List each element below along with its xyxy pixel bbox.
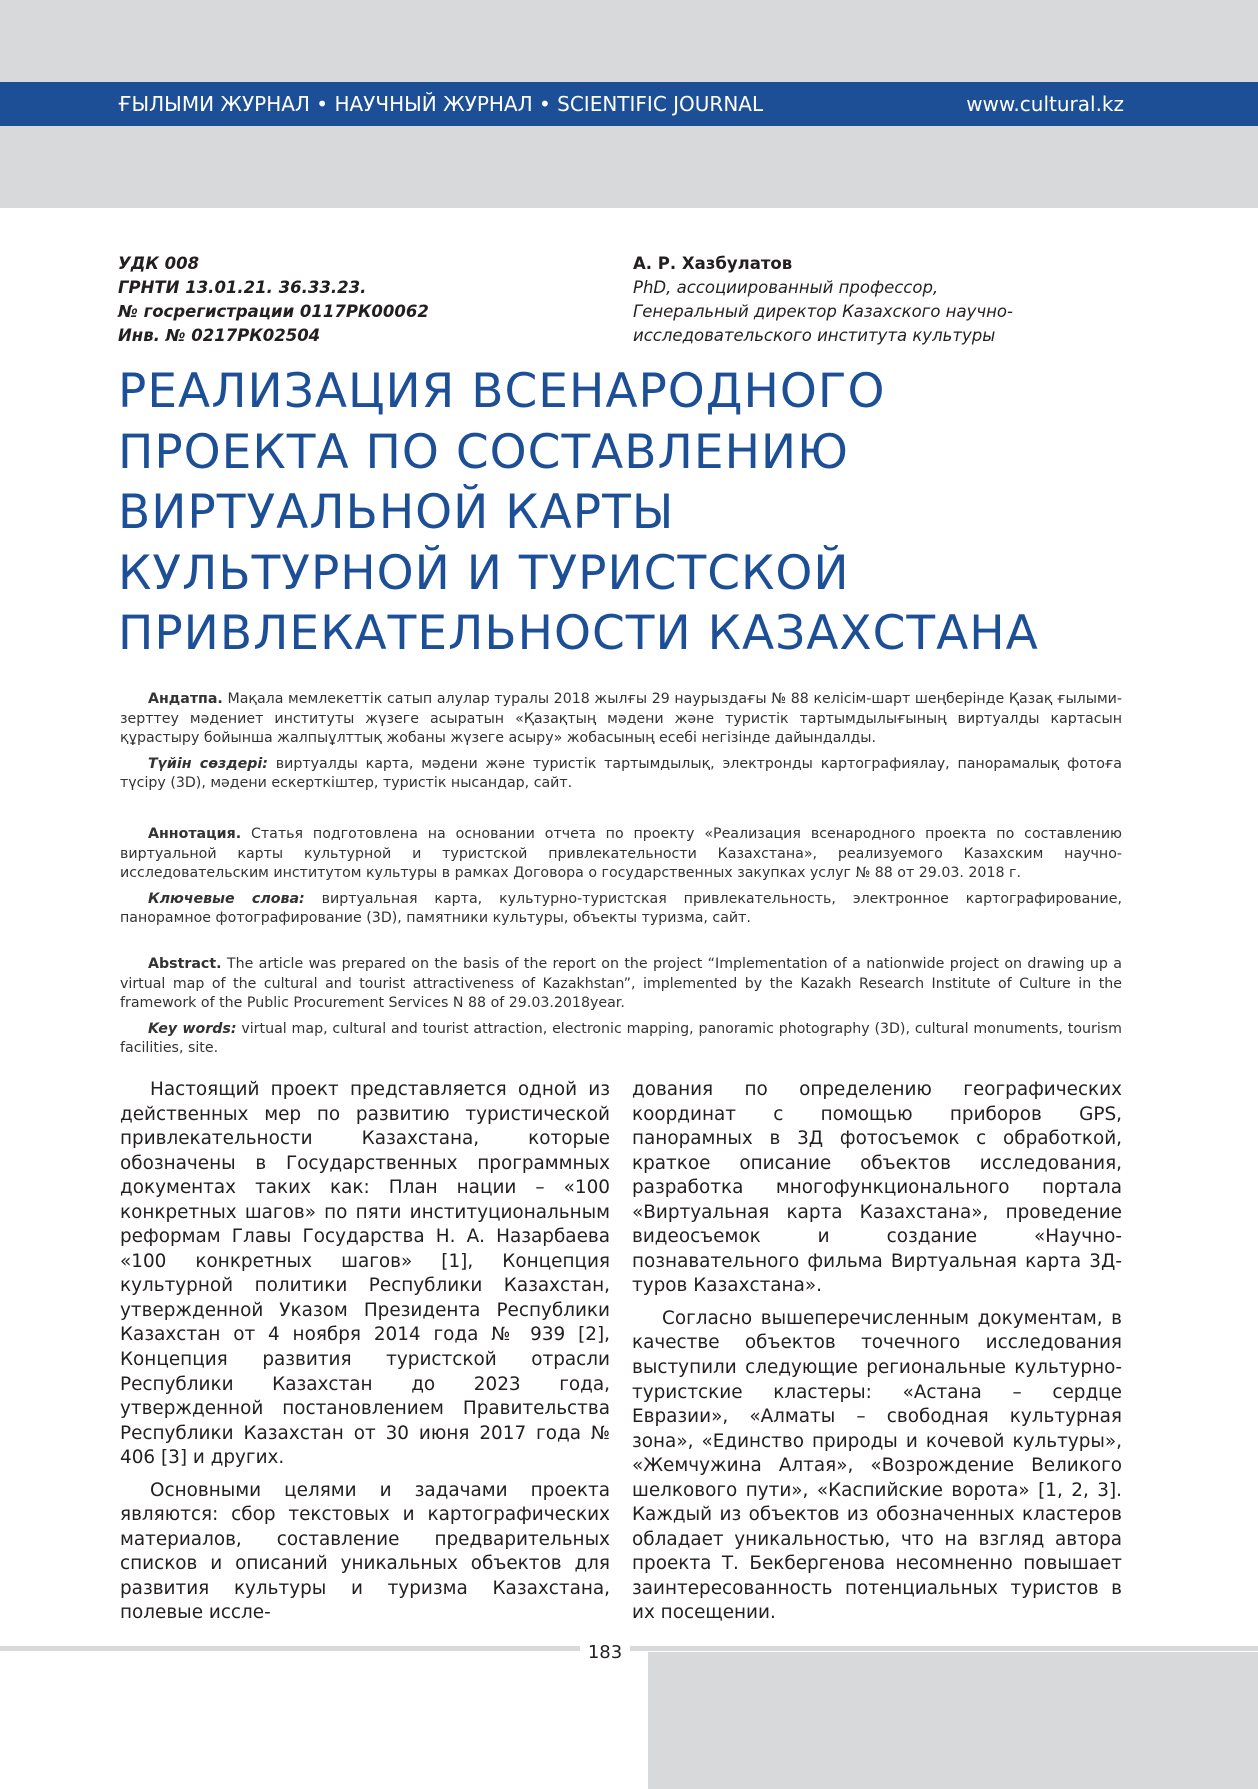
body-column-left bbox=[120, 1078, 610, 1626]
abstract-english bbox=[120, 955, 1122, 1059]
body-paragraph: дования по определению географических координат с помощью приборов GPS, панорамных в 3Д фотосъемок с обработкой, краткое описание объектов исследования, разработка многофункционального портала «Виртуальная карта Казахстана», проведение видеосъемок и создание «Научно-познавательного фильма Виртуальная карта 3Д-туров Казахстана». bbox=[632, 1079, 1122, 1297]
author-degree: PhD, ассоциированный профессор, bbox=[633, 278, 939, 297]
abstract-kz-label: Андатпа. bbox=[148, 691, 223, 707]
classification-codes bbox=[118, 252, 429, 348]
abstract-kz-paragraph bbox=[120, 690, 1122, 749]
abstract-ru-text: Статья подготовлена на основании отчета по проекту «Реализация всенародного проекта по составлению виртуальной карты культурной и туристской привлекательности Казахстана», реализуемого Казахским научно-исследовательским институтом культуры в рамках Договора о государственных закупках услуг № 88 от 29.03. 2018 г. bbox=[120, 826, 1122, 881]
title-line: ПРОЕКТА ПО СОСТАВЛЕНИЮ bbox=[118, 424, 849, 480]
keywords-en-paragraph bbox=[120, 1020, 1122, 1059]
title-line: ВИРТУАЛЬНОЙ КАРТЫ bbox=[118, 485, 675, 540]
abstract-kazakh bbox=[120, 690, 1122, 794]
keywords-kz-label: Түйін сөздері: bbox=[148, 755, 268, 772]
journal-banner bbox=[0, 82, 1258, 126]
abstract-en-label: Abstract. bbox=[148, 956, 222, 972]
abstract-en-text: The article was prepared on the basis of the report on the project “Implementation of a nationwide project on drawing up a virtual map of the cultural and tourist attractiveness of Kazakhstan”, implemented by the Kazakh Research Institute of Culture in the framework of the Public Procurement Services N 88 of 29.03.2018year. bbox=[120, 956, 1122, 1011]
keywords-kz-text: виртуалды карта, мәдени және туристік тартымдылық, электронды картографиялау, панорамалық фотоға түсіру (3D), мәдени ескерткіштер, туристік нысандар, сайт. bbox=[120, 755, 1122, 791]
keywords-ru-paragraph bbox=[120, 890, 1122, 929]
author-institution: исследовательского института культуры bbox=[633, 326, 996, 345]
title-line: РЕАЛИЗАЦИЯ ВСЕНАРОДНОГО bbox=[118, 364, 886, 419]
footer-background bbox=[648, 1652, 1258, 1789]
abstract-en-paragraph bbox=[120, 955, 1122, 1014]
keywords-ru-label: Ключевые слова: bbox=[148, 890, 305, 907]
abstract-russian bbox=[120, 825, 1122, 929]
page-number: 183 bbox=[580, 1640, 630, 1666]
author-position: Генеральный директор Казахского научно- bbox=[633, 302, 1013, 321]
registration-number: № госрегистрации 0117РК00062 bbox=[118, 302, 429, 321]
journal-name: ҒЫЛЫМИ ЖУРНАЛ • НАУЧНЫЙ ЖУРНАЛ • SCIENTIFIC JOURNAL bbox=[118, 92, 764, 116]
keywords-ru-text: виртуальная карта, культурно-туристская привлекательность, электронное картографирование, панорамное фотографирование (3D), памятники культуры, объекты туризма, сайт. bbox=[120, 890, 1122, 926]
keywords-en-text: virtual map, cultural and tourist attraction, electronic mapping, panoramic photography (3D), cultural monuments, tourism facilities, site. bbox=[120, 1020, 1122, 1056]
journal-website[interactable]: www.cultural.kz bbox=[966, 92, 1124, 116]
keywords-kz-paragraph bbox=[120, 755, 1122, 794]
title-line: КУЛЬТУРНОЙ И ТУРИСТСКОЙ bbox=[118, 545, 850, 601]
udk-code: УДК 008 bbox=[118, 254, 200, 273]
grnti-code: ГРНТИ 13.01.21. 36.33.23. bbox=[118, 278, 367, 297]
title-line: ПРИВЛЕКАТЕЛЬНОСТИ КАЗАХСТАНА bbox=[118, 606, 1039, 661]
body-paragraph: Настоящий проект представляется одной из действенных мер по развитию туристической привлекательности Казахстана, которые обозначены в Государственных программных документах таких как: План нации – «100 конкретных шагов» по пяти институциональным реформам Главы Государства Н. А. Назарбаева «100 конкретных шагов» [1], Концепция культурной политики Республики Казахстан, утвержденной Указом Президента Республики Казахстан от 4 ноября 2014 года № 939 [2], Концепция развития туристской отрасли Республики Казахстан до 2023 года, утвержденной постановлением Правительства Республики Казахстан от 30 июня 2017 года № 406 [3] и других. bbox=[120, 1079, 610, 1469]
keywords-en-label: Key words: bbox=[148, 1020, 237, 1037]
abstract-kz-text: Мақала мемлекеттік сатып алулар туралы 2018 жылғы 29 наурыздағы № 88 келісім-шарт шеңберінде Қазақ ғылыми-зерттеу мәдениет институты жүзеге асыратын «Қазақтың мәдени және туристік тартымдылығының виртуалды картасын құрастыру бойынша жалпыұлттық жобаны жүзеге асыру» жобасының есебі негізінде дайындалды. bbox=[120, 691, 1122, 746]
abstract-ru-label: Аннотация. bbox=[148, 826, 242, 842]
abstract-ru-paragraph bbox=[120, 825, 1122, 884]
body-paragraph: Основными целями и задачами проекта являются: сбор текстовых и картографических материалов, составление предварительных списков и описаний уникальных объектов для развития культуры и туризма Казахстана, полевые иссле- bbox=[120, 1479, 610, 1624]
article-title bbox=[118, 362, 1118, 665]
body-paragraph: Согласно вышеперечисленным документам, в качестве объектов точечного исследования выступили следующие региональные культурно-туристские кластеры: «Астана – сердце Евразии», «Алматы – свободная культурная зона», «Единство природы и кочевой культуры», «Жемчужина Алтая», «Возрождение Великого шелкового пути», «Каспийские ворота» [1, 2, 3]. Каждый из объектов из обозначенных кластеров обладает уникальностью, что на взгляд автора проекта Т. Бекбергенова несомненно повышает заинтересованность потенциальных туристов в их посещении. bbox=[632, 1307, 1122, 1624]
body-column-right bbox=[632, 1078, 1122, 1626]
author-name: А. Р. Хазбулатов bbox=[633, 254, 793, 273]
author-block bbox=[633, 252, 1013, 348]
inventory-number: Инв. № 0217РК02504 bbox=[118, 326, 321, 345]
